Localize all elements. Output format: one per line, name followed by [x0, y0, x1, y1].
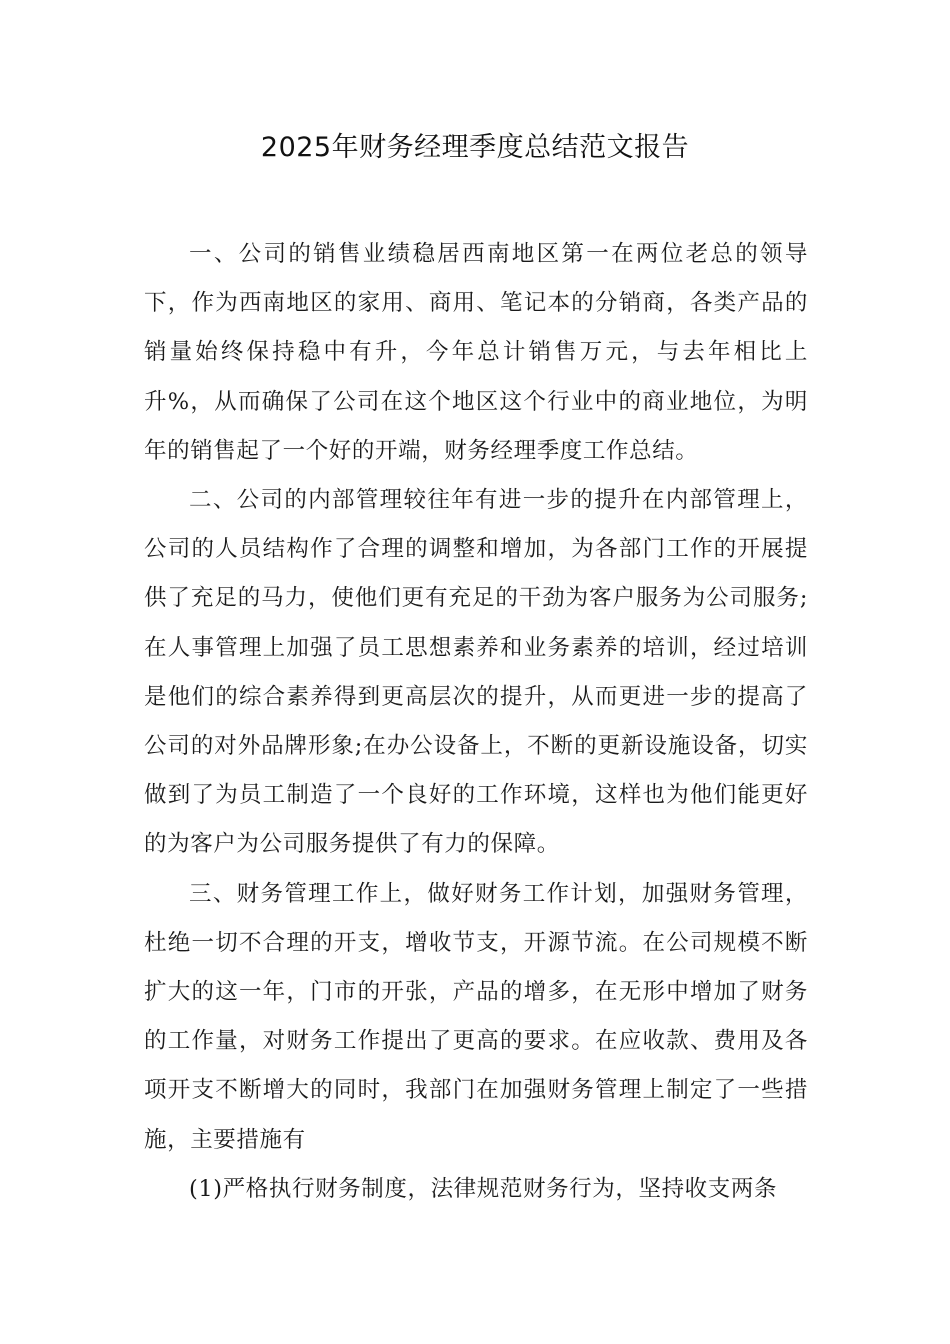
paragraph-4: (1)严格执行财务制度，法律规范财务行为，坚持收支两条	[189, 1175, 778, 1202]
paragraph-3: 三、财务管理工作上，做好财务工作计划，加强财务管理，杜绝一切不合理的开支，增收节支，开源节流。在公司规模不断扩大的这一年，门市的开张，产品的增多，在无形中增加了财务的工作量，对财务工作提出了更高的要求。在应收款、费用及各项开支不断增大的同时，我部门在加强财务管理上制定了一些措施，主要措施有	[144, 880, 808, 1153]
document-title: 2025年财务经理季度总结范文报告	[260, 132, 690, 163]
document-body	[144, 230, 808, 1214]
paragraph-1: 一、公司的销售业绩稳居西南地区第一在两位老总的领导下，作为西南地区的家用、商用、笔记本的分销商，各类产品的销量始终保持稳中有升，今年总计销售万元，与去年相比上升%，从而确保了公司在这个地区这个行业中的商业地位，为明年的销售起了一个好的开端，财务经理季度工作总结。	[144, 241, 808, 464]
paragraph-2: 二、公司的内部管理较往年有进一步的提升在内部管理上，公司的人员结构作了合理的调整和增加，为各部门工作的开展提供了充足的马力，使他们更有充足的干劲为客户服务为公司服务;在人事管理上加强了员工思想素养和业务素养的培训，经过培训是他们的综合素养得到更高层次的提升，从而更进一步的提高了公司的对外品牌形象;在办公设备上，不断的更新设施设备，切实做到了为员工制造了一个良好的工作环境，这样也为他们能更好的为客户为公司服务提供了有力的保障。	[144, 487, 808, 858]
